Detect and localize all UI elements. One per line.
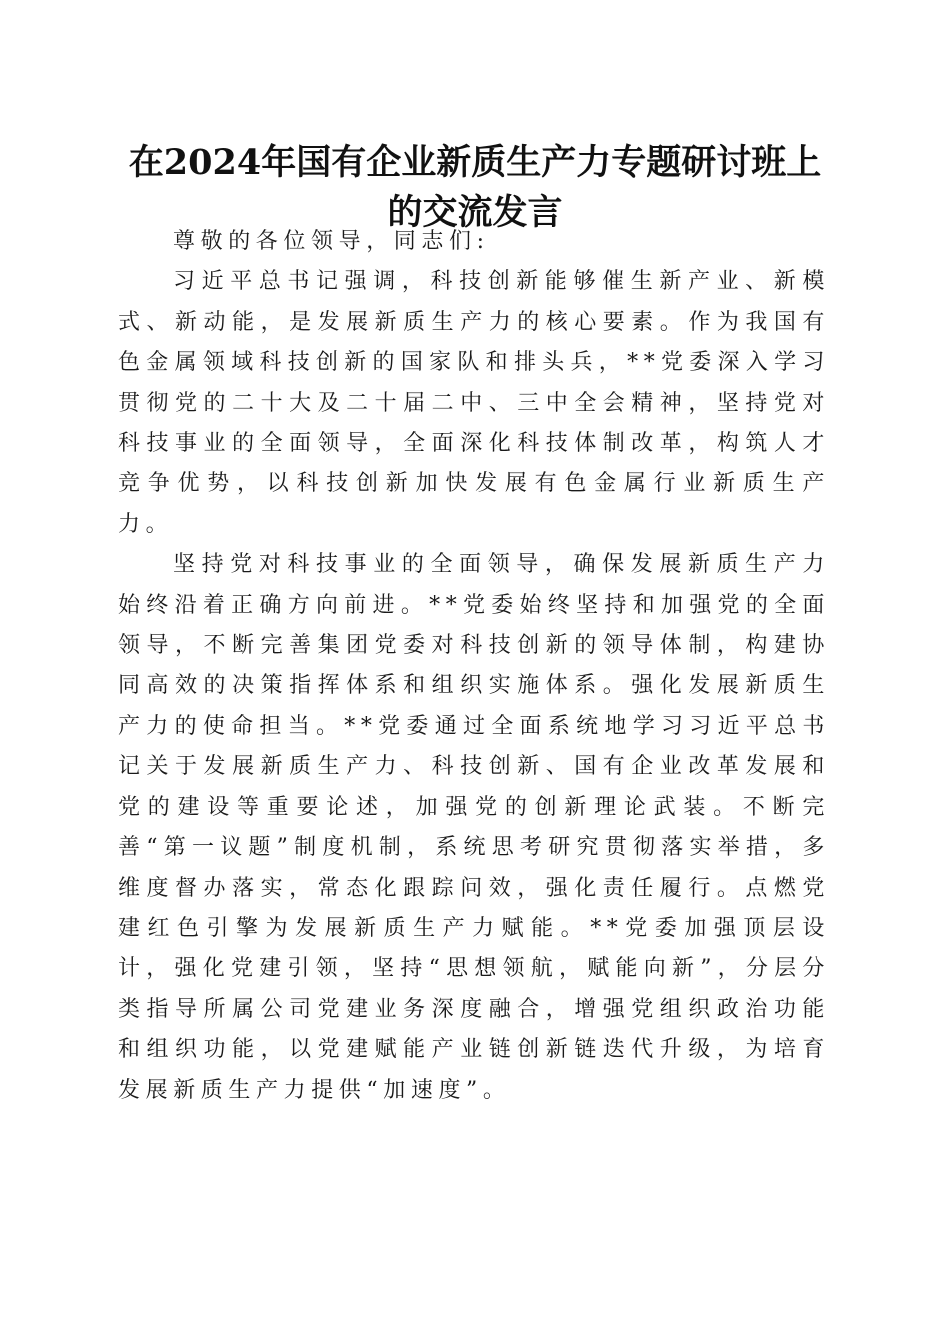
document-title: 在2024年国有企业新质生产力专题研讨班上的交流发言 (128, 142, 822, 233)
document-body (118, 222, 830, 1111)
paragraph-1: 习近平总书记强调，科技创新能够催生新产业、新模式、新动能，是发展新质生产力的核心要素。作为我国有色金属领域科技创新的国家队和排头兵，**党委深入学习贯彻党的二十大及二十届二中、三中全会精神，坚持党对科技事业的全面领导，全面深化科技体制改革，构筑人才竞争优势，以科技创新加快发展有色金属行业新质生产力。 (118, 269, 830, 537)
salutation: 尊敬的各位领导，同志们: (173, 229, 490, 254)
paragraph-2: 坚持党对科技事业的全面领导，确保发展新质生产力始终沿着正确方向前进。**党委始终坚持和加强党的全面领导，不断完善集团党委对科技创新的领导体制，构建协同高效的决策指挥体系和组织实施体系。强化发展新质生产力的使命担当。**党委通过全面系统地学习习近平总书记关于发展新质生产力、科技创新、国有企业改革发展和党的建设等重要论述，加强党的创新理论武装。不断完善“第一议题”制度机制，系统思考研究贯彻落实举措，多维度督办落实，常态化跟踪问效，强化责任履行。点燃党建红色引擎为发展新质生产力赋能。**党委加强顶层设计，强化党建引领，坚持“思想领航，赋能向新”，分层分类指导所属公司党建业务深度融合，增强党组织政治功能和组织功能，以党建赋能产业链创新链迭代升级，为培育发展新质生产力提供“加速度”。 (118, 552, 830, 1103)
